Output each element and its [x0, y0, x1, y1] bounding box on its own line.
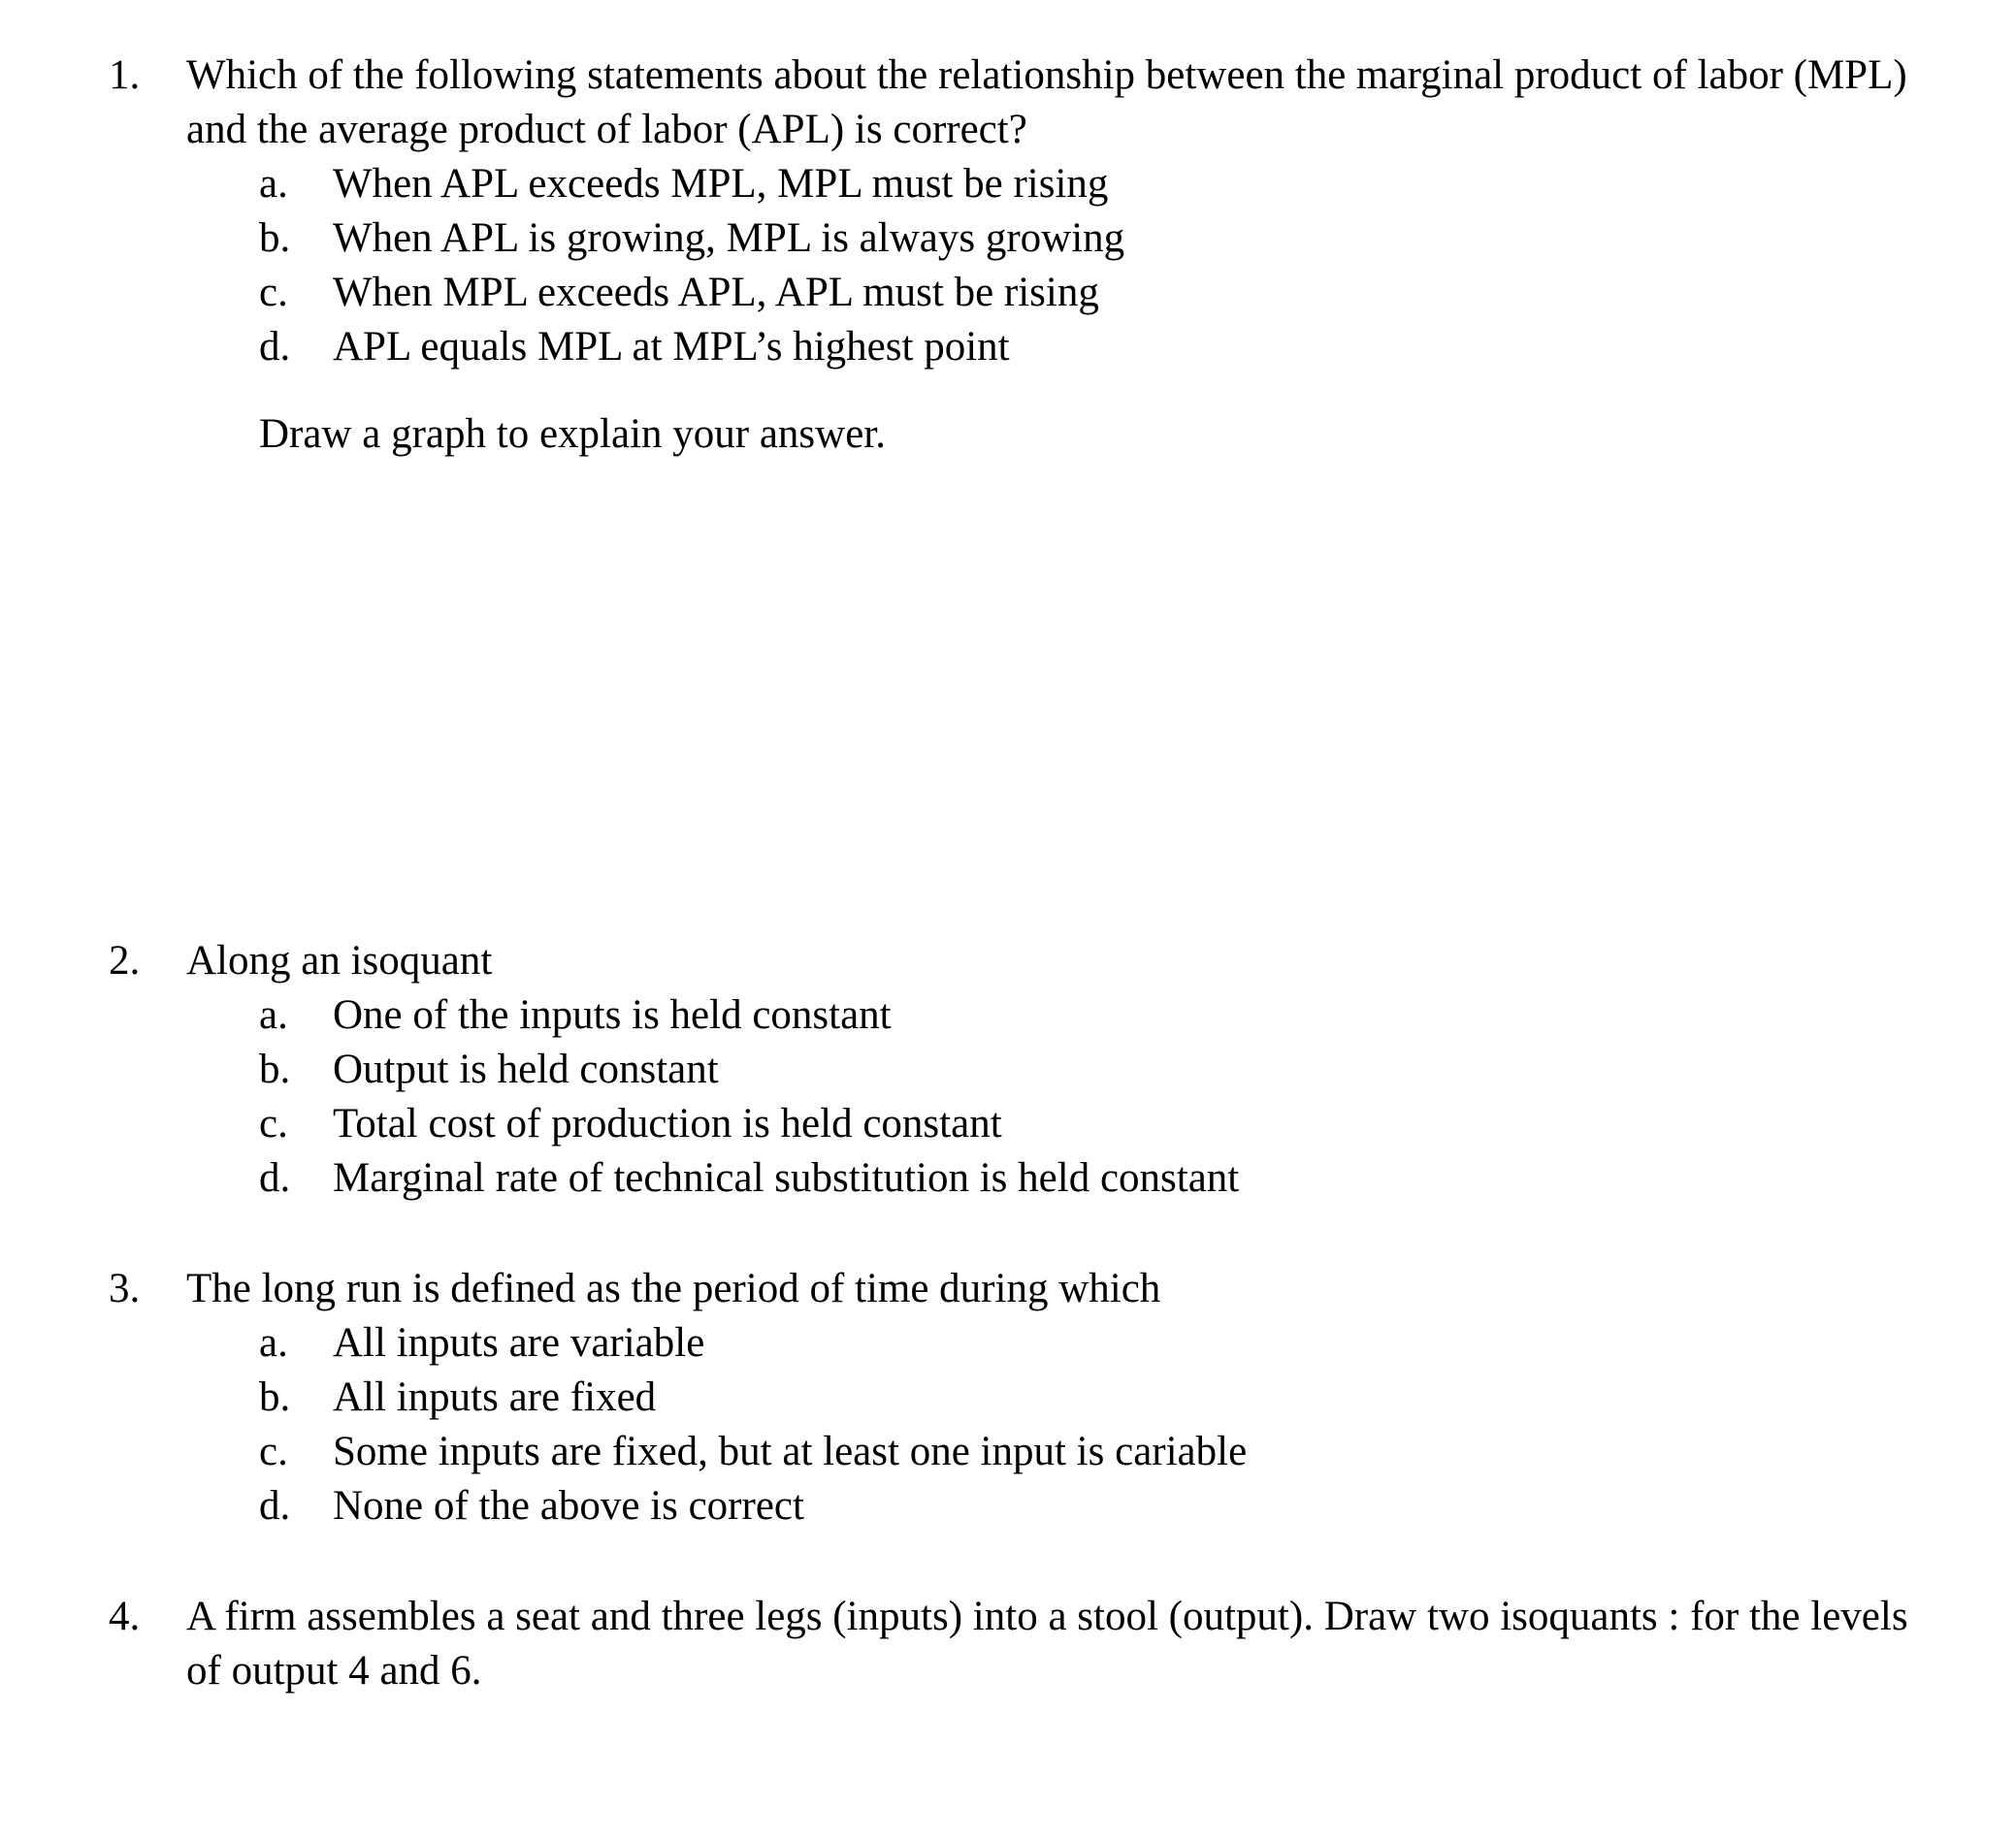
option-text: When APL is growing, MPL is always growing: [333, 215, 1125, 261]
option-letter: a.: [259, 992, 288, 1038]
question-text: The long run is defined as the period of time during which: [186, 1266, 1161, 1311]
option-2c: [0, 1097, 2016, 1151]
option-letter: c.: [259, 270, 288, 315]
question-text: Which of the following statements about the relationship between the marginal product of labor (MPL) and the average product of labor (APL) is correct?: [186, 52, 1907, 152]
option-letter: d.: [259, 1155, 291, 1201]
option-text: All inputs are fixed: [333, 1374, 657, 1420]
option-2d: [0, 1151, 2016, 1206]
question-text: A firm assembles a seat and three legs (inputs) into a stool (output). Draw two isoquants : for the levels of output 4 and 6.: [186, 1594, 1908, 1694]
option-letter: a.: [259, 161, 288, 207]
option-2b: [0, 1043, 2016, 1097]
option-letter: a.: [259, 1320, 288, 1366]
option-1a: [0, 157, 2016, 211]
option-3a: [0, 1316, 2016, 1371]
option-letter: c.: [259, 1429, 288, 1474]
question-number: 2.: [109, 938, 141, 984]
option-letter: b.: [259, 1374, 291, 1420]
option-text: APL equals MPL at MPL’s highest point: [333, 324, 1010, 370]
option-letter: d.: [259, 324, 291, 370]
question-number: 1.: [109, 52, 141, 98]
option-letter: c.: [259, 1101, 288, 1147]
option-3d: [0, 1479, 2016, 1534]
option-letter: b.: [259, 1047, 291, 1092]
option-text: Total cost of production is held constant: [333, 1101, 1002, 1147]
option-1b: [0, 211, 2016, 266]
option-letter: b.: [259, 215, 291, 261]
option-text: One of the inputs is held constant: [333, 992, 892, 1038]
option-2a: [0, 988, 2016, 1043]
instruction-text: Draw a graph to explain your answer.: [259, 411, 886, 457]
option-1c: [0, 266, 2016, 320]
question-number: 3.: [109, 1266, 141, 1311]
question-number: 4.: [109, 1594, 141, 1639]
option-text: All inputs are variable: [333, 1320, 705, 1366]
option-letter: d.: [259, 1483, 291, 1529]
option-text: When APL exceeds MPL, MPL must be rising: [333, 161, 1109, 207]
option-3c: [0, 1425, 2016, 1479]
option-text: Marginal rate of technical substitution is held constant: [333, 1155, 1240, 1201]
option-text: When MPL exceeds APL, APL must be rising: [333, 270, 1099, 315]
option-text: Some inputs are fixed, but at least one input is cariable: [333, 1429, 1248, 1474]
option-text: Output is held constant: [333, 1047, 719, 1092]
option-3b: [0, 1371, 2016, 1425]
option-1d: [0, 320, 2016, 374]
question-text: Along an isoquant: [186, 938, 493, 984]
option-text: None of the above is correct: [333, 1483, 804, 1529]
